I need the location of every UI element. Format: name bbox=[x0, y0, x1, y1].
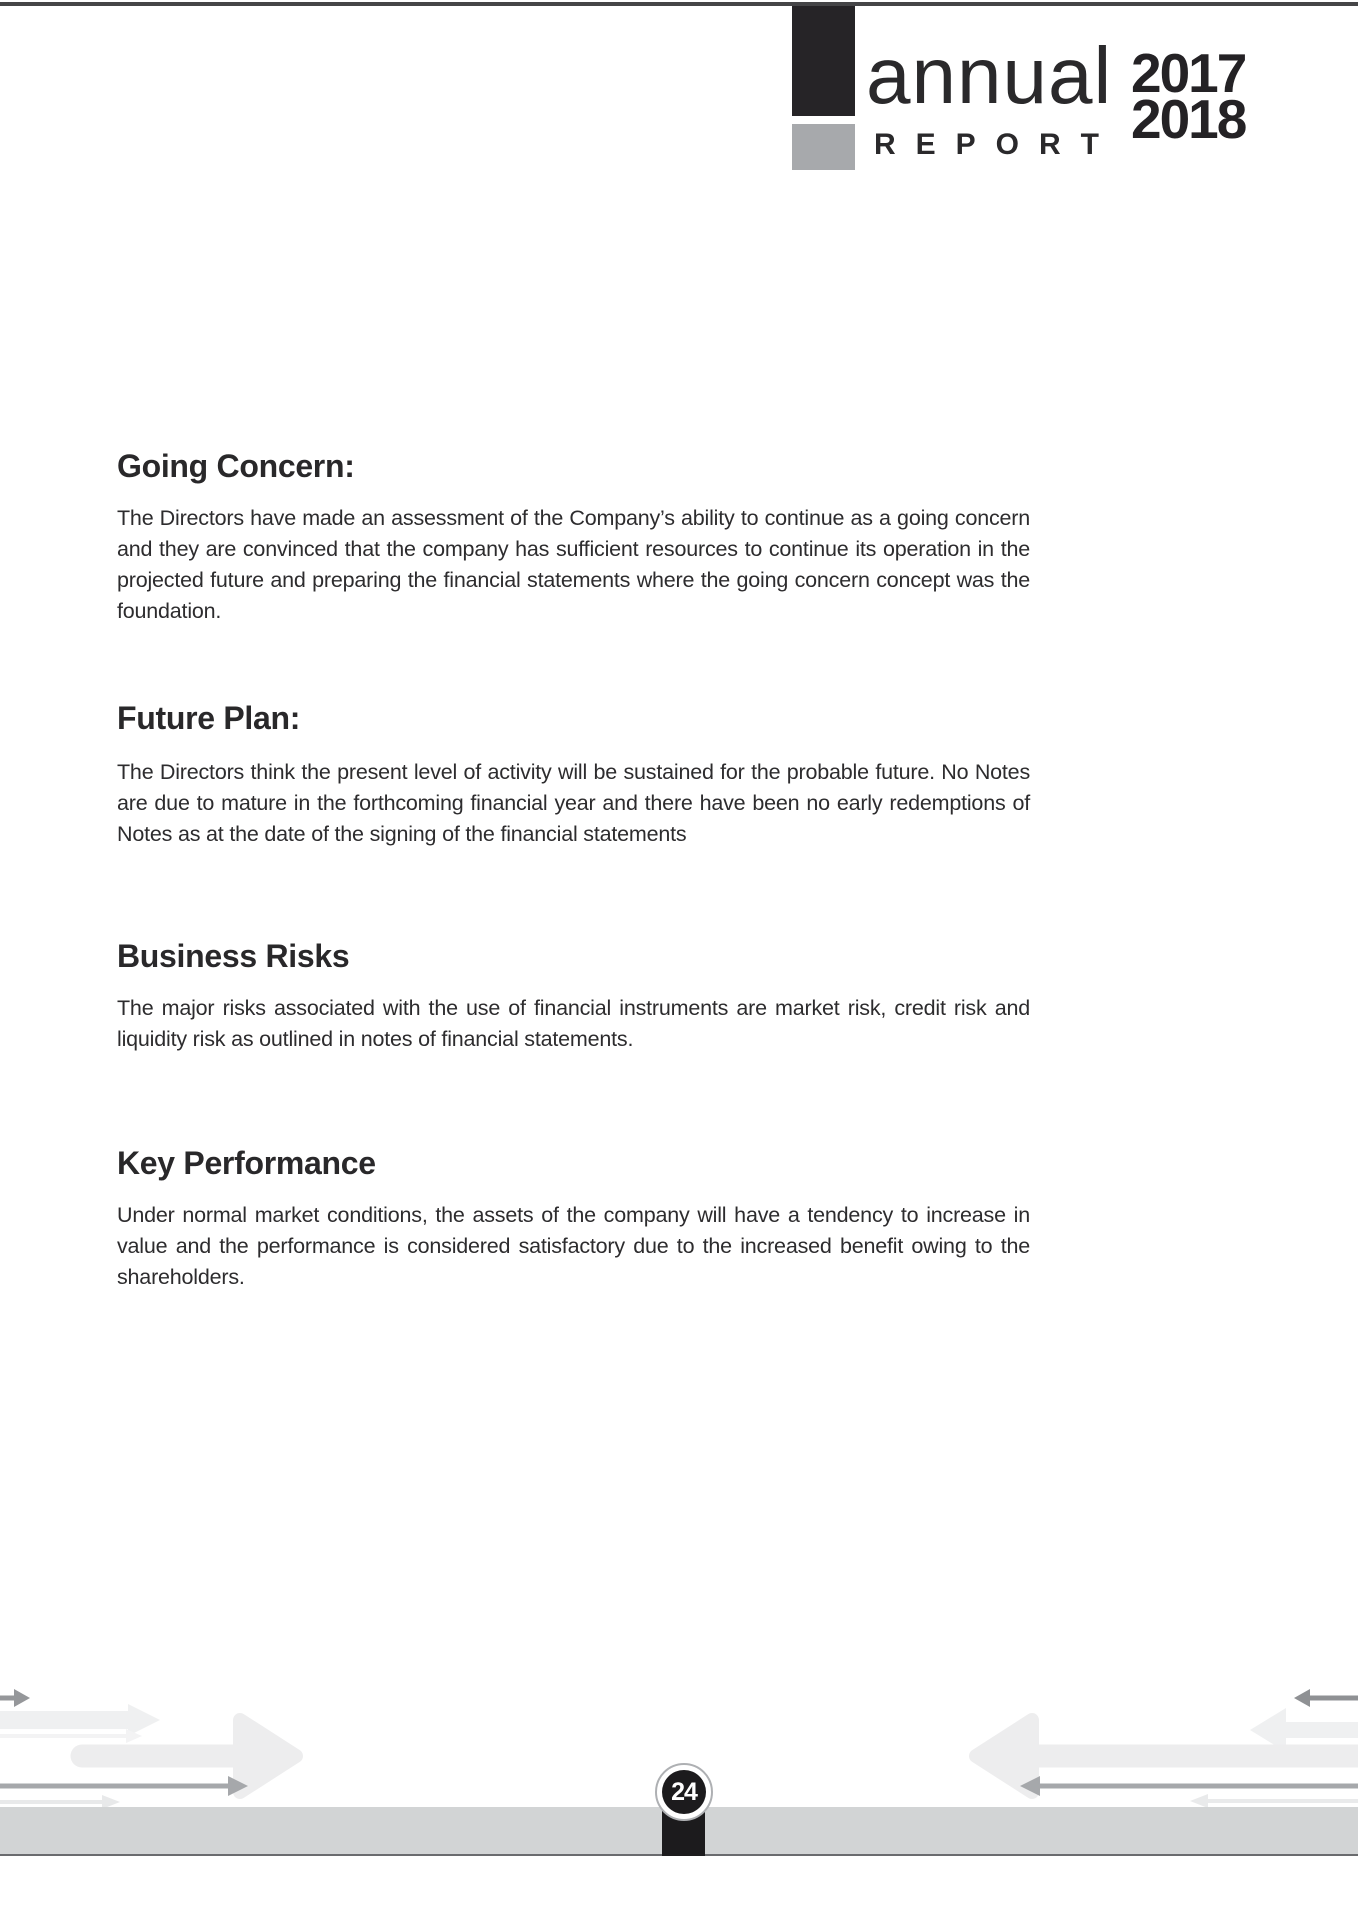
section-heading-business-risks: Business Risks bbox=[117, 938, 350, 974]
page-number-badge bbox=[655, 1763, 713, 1821]
year-top: 2017 bbox=[1131, 42, 1246, 104]
logo-gray-block bbox=[792, 124, 855, 170]
report-years bbox=[1131, 42, 1246, 150]
top-rule-divider bbox=[0, 2, 1358, 6]
brand-annual-text: annual bbox=[866, 31, 1113, 120]
right-arrows-decoration-icon bbox=[0, 1668, 420, 1818]
left-arrows-decoration-icon bbox=[938, 1668, 1358, 1818]
section-body-business-risks: The major risks associated with the use of financial instruments are market risk, credit risk and liquidity risk as outlined in notes of financial statements. bbox=[117, 996, 1030, 1051]
section-body-key-performance: Under normal market conditions, the assets of the company will have a tendency to increase in value and the performance is considered satisfactory due to the increased benefit owing to the shareholders. bbox=[117, 1203, 1030, 1289]
section-body-future-plan: The Directors think the present level of activity will be sustained for the probable future. No Notes are due to mature in the forthcoming financial year and there have been no early redemptions of Notes as at the date of the signing of the financial statements bbox=[117, 760, 1030, 846]
section-heading-key-performance: Key Performance bbox=[117, 1145, 376, 1181]
brand-report-text: REPORT bbox=[874, 128, 1120, 161]
page-number: 24 bbox=[662, 1770, 706, 1814]
section-body-going-concern: The Directors have made an assessment of the Company’s ability to continue as a going concern and they are convinced that the company has sufficient resources to continue its operation in the projected future and preparing the financial statements where the going concern concept was the foundation. bbox=[117, 506, 1030, 623]
year-bottom: 2018 bbox=[1131, 88, 1246, 150]
section-heading-going-concern: Going Concern: bbox=[117, 448, 355, 484]
section-heading-future-plan: Future Plan: bbox=[117, 700, 301, 736]
logo-black-block bbox=[792, 6, 855, 116]
